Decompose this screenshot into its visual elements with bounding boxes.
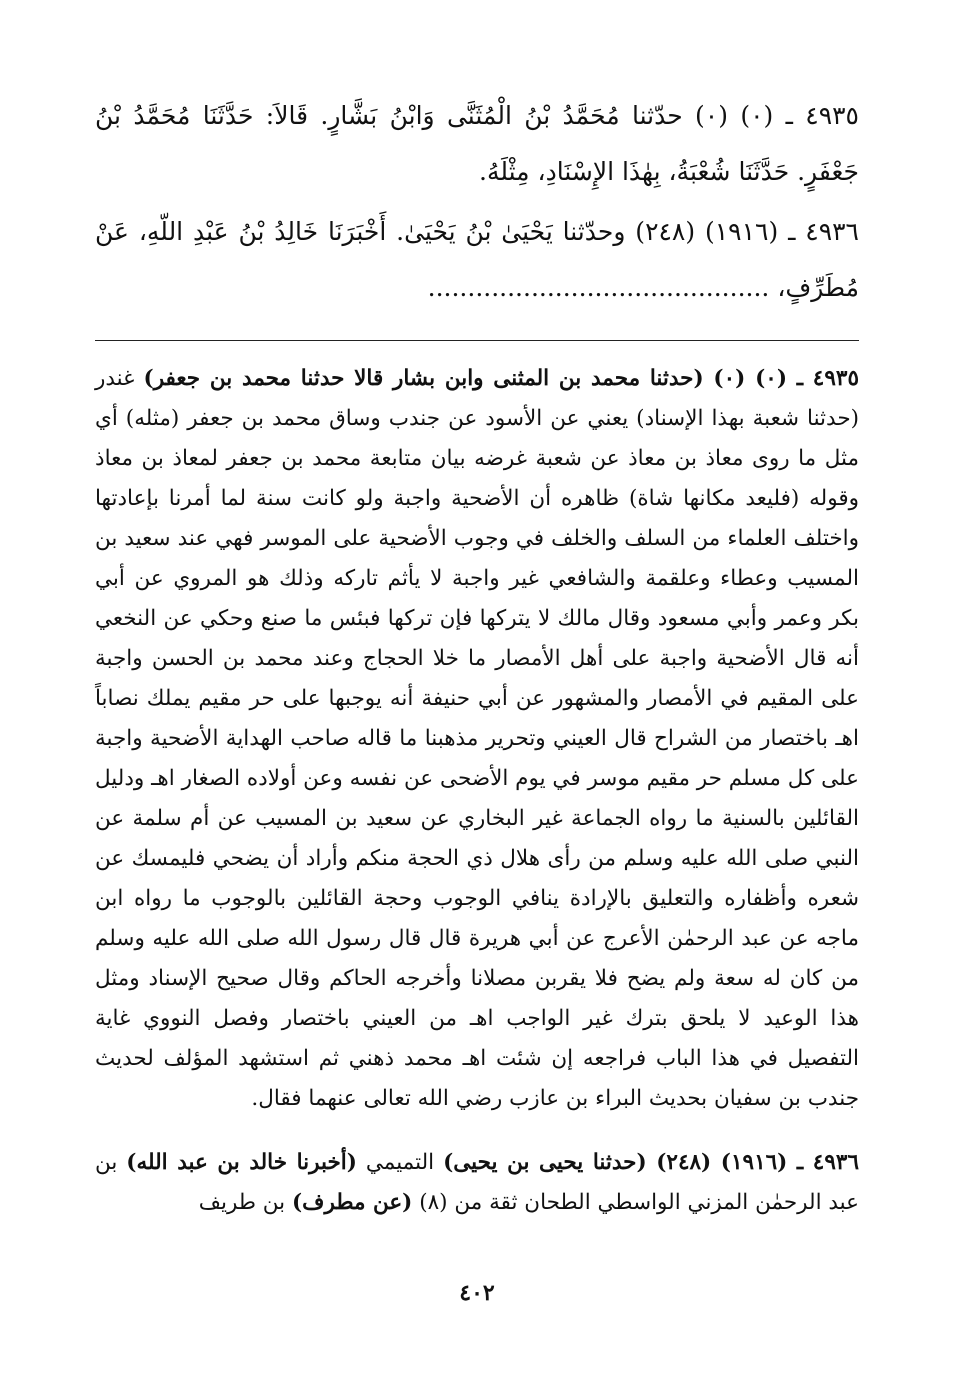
commentary-bold-quote: (أخبرنا خالد بن عبد الله)	[126, 1150, 357, 1175]
footnote-divider	[95, 340, 859, 341]
hadith-4935	[95, 88, 859, 200]
page-content	[95, 88, 859, 1336]
commentary-lead: ٤٩٣٥ ـ (٠) (٠) (حدثنا محمد بن المثنى وابن بشار قالا حدثنا محمد بن جعفر)	[143, 366, 859, 391]
commentary	[95, 359, 859, 1223]
ellipsis: ...........................................	[427, 273, 770, 302]
commentary-paragraph-4935	[95, 359, 859, 1119]
commentary-bold-quote: (عن مطرف)	[292, 1190, 413, 1215]
commentary-text: التميمي	[365, 1150, 435, 1175]
hadith-number: ٤٩٣٥ ـ (٠) (٠)	[695, 101, 859, 130]
commentary-text: بن طريف	[198, 1190, 286, 1215]
hadith-text: حدّثنا مُحَمَّدُ بْنُ الْمُثَنَّى وَابْنُ بَشَّارٍ. قَالاَ: حَدَّثَنَا مُحَمَّدُ بْنُ جَعْفَرٍ. حَدَّثَنَا شُعْبَةُ، بِهٰذَا الإِسْنَادِ، مِثْلَهُ.	[95, 101, 859, 186]
hadith-text: وحدّثنا يَحْيَىٰ بْنُ يَحْيَىٰ. أَخْبَرَنَا خَالِدُ بْنُ عَبْدِ اللّهِ، عَنْ مُطَرِّفٍ،	[95, 217, 859, 302]
page-number: ٤٠٢	[459, 1280, 495, 1306]
hadith-number: ٤٩٣٦ ـ (١٩١٦) (٢٤٨)	[635, 217, 859, 246]
commentary-paragraph-4936	[95, 1143, 859, 1223]
commentary-lead: ٤٩٣٦ ـ (١٩١٦) (٢٤٨) (حدثنا يحيى بن يحيى)	[443, 1150, 859, 1175]
hadith-4936	[95, 204, 859, 316]
commentary-text: بن عبد الرحمٰن المزني الواسطي الطحان ثقة من (٨)	[95, 1150, 859, 1215]
commentary-text: غندر (حدثنا شعبة بهذا الإسناد) يعني عن الأسود عن جندب وساق محمد بن جعفر (مثله) أي مثل ما روى معاذ بن معاذ عن شعبة غرضه بيان متابعة محمد بن جعفر لمعاذ بن معاذ وقوله (فليعد مكانها شاة) ظاهره أن الأضحية واجبة ولو كانت سنة لما أمرنا بإعادتها واختلف العلماء من السلف والخلف في وجوب الأضحية على الموسر فهي عند سعيد بن المسيب وعطاء وعلقمة والشافعي غير واجبة لا يأثم تاركه وذلك هو المروي عن أبي بكر وعمر وأبي مسعود وقال مالك لا يتركها فإن تركها فبئس ما صنع وحكي عن النخعي أنه قال الأضحية واجبة على أهل الأمصار ما خلا الحجاج وعند محمد بن الحسن واجبة على المقيم في الأمصار والمشهور عن أبي حنيفة أنه يوجبها على حر مقيم يملك نصاباً اهـ باختصار من الشراح قال العيني وتحرير مذهبنا ما قاله صاحب الهداية الأضحية واجبة على كل مسلم حر مقيم موسر في يوم الأضحى عن نفسه وعن أولاده الصغار اهـ ودليل القائلين بالسنية ما رواه الجماعة غير البخاري عن سعيد بن المسيب عن أم سلمة عن النبي صلى الله عليه وسلم من رأى هلال ذي الحجة منكم وأراد أن يضحي فليمسك عن شعره وأظفاره والتعليق بالإرادة ينافي الوجوب وحجة القائلين بالوجوب ما رواه ابن ماجه عن عبد الرحمٰن الأعرج عن أبي هريرة قال قال رسول الله صلى الله عليه وسلم من كان له سعة ولم يضح فلا يقربن مصلانا وأخرجه الحاكم وقال صحيح الإسناد ومثل هذا الوعيد لا يلحق بترك غير الواجب اهـ من العيني باختصار وفصل النووي غاية التفصيل في هذا الباب فراجعه إن شئت اهـ محمد ذهني ثم استشهد المؤلف لحديث جندب بن سفيان بحديث البراء بن عازب رضي الله تعالى عنهما فقال.	[95, 366, 860, 1111]
